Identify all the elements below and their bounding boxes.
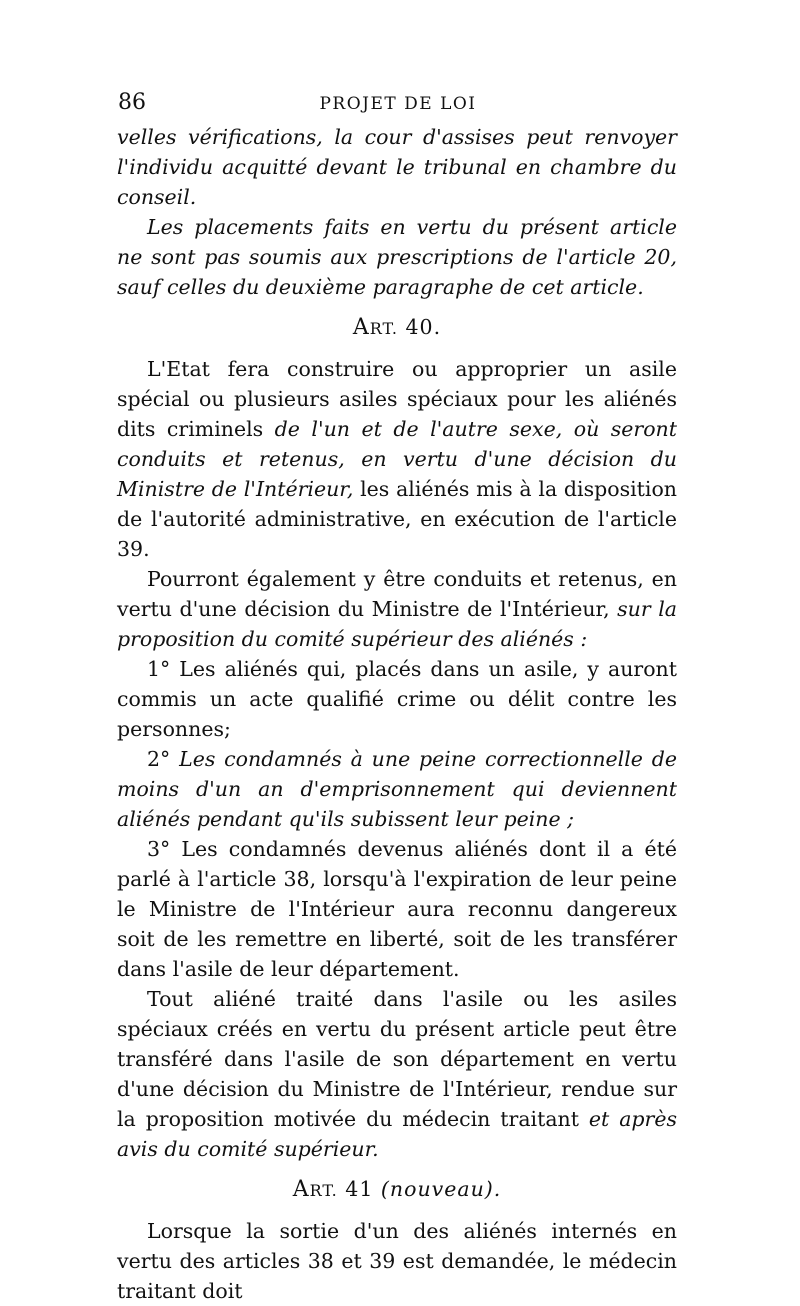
running-head xyxy=(118,90,678,124)
article-41-heading: ART. 41 (nouveau). xyxy=(292,1177,502,1202)
paragraph-transfer: Tout aliéné traité dans l'asile ou les asiles spéciaux créés en vertu du présent article peut être transféré dans l'asile de son département en vertu d'une décision du Ministre de l'Intérieur, rendue sur la proposition motivée du médecin traitant et après avis du comité supérieur. xyxy=(117,987,677,1161)
list-item-3: 3° Les condamnés devenus aliénés dont il a été parlé à l'article 38, lorsqu'à l'expiration de leur peine le Ministre de l'Intérieur aura reconnu dangereux soit de les remettre en liberté, soit de les transférer dans l'asile de leur département. xyxy=(117,837,677,981)
paragraph-placements: Les placements faits en vertu du présent article ne sont pas soumis aux prescriptions de l'article 20, sauf celles du deuxième paragraphe de cet article. xyxy=(117,215,677,299)
paragraph-article-40: L'Etat fera construire ou approprier un asile spécial ou plusieurs asiles spéciaux pour les aliénés dits criminels de l'un et de l'autre sexe, où seront conduits et retenus, en vertu d'une décision du Ministre de l'Intérieur, les aliénés mis à la disposition de l'autorité administrative, en exécution de l'article 39. xyxy=(117,357,677,561)
paragraph-continuation: velles vérifications, la cour d'assises peut renvoyer l'individu acquitté devant le tribunal en chambre du conseil. xyxy=(117,125,677,209)
page-number: 86 xyxy=(118,90,146,115)
paragraph-article-41: Lorsque la sortie d'un des aliénés internés en vertu des articles 38 et 39 est demandée, le médecin traitant doit xyxy=(117,1219,677,1303)
list-item-1: 1° Les aliénés qui, placés dans un asile, y auront commis un acte qualifié crime ou délit contre les personnes; xyxy=(117,657,677,741)
list-item-2: 2° Les condamnés à une peine correctionnelle de moins d'un an d'emprisonnement qui deviennent aliénés pendant qu'ils subissent leur peine ; xyxy=(117,747,677,831)
paragraph-pourront: Pourront également y être conduits et retenus, en vertu d'une décision du Ministre de l'Intérieur, sur la proposition du comité supérieur des aliénés : xyxy=(117,567,677,651)
body-text xyxy=(117,122,677,1306)
article-40-heading: ART. 40. xyxy=(352,315,442,340)
running-head-title: PROJET DE LOI xyxy=(319,94,477,114)
